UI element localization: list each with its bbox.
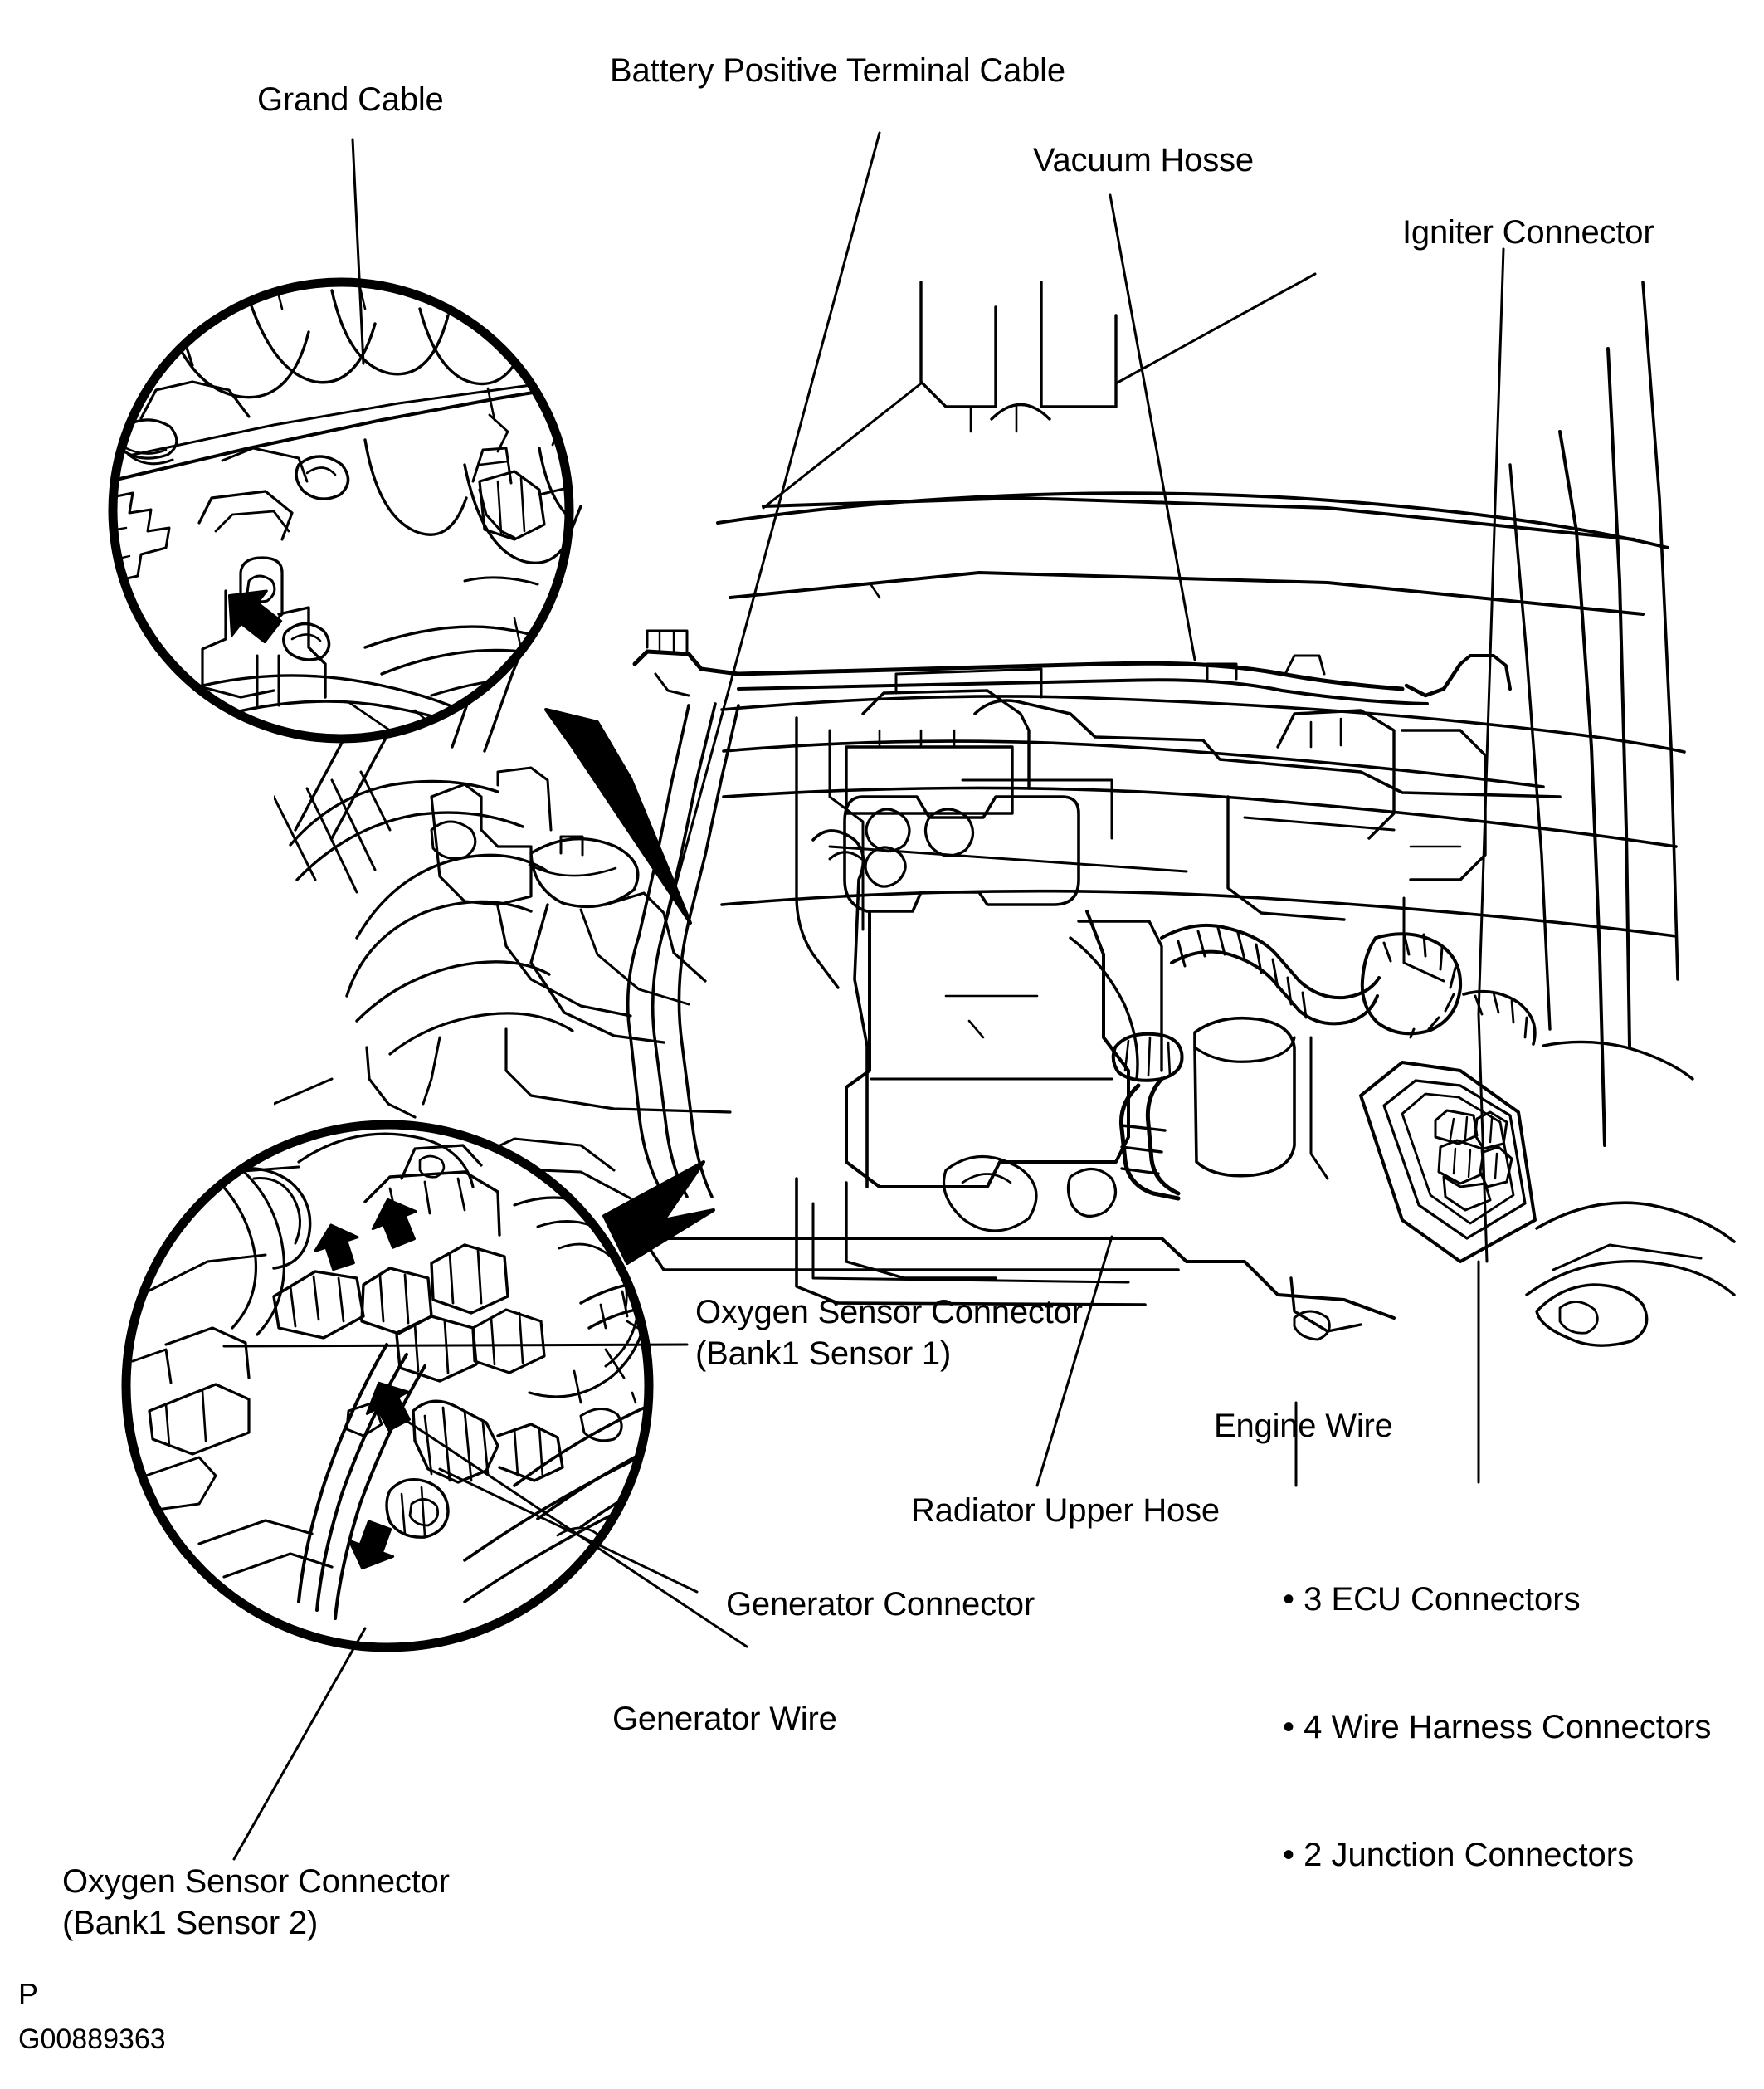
connector-list-item-3: • 2 Junction Connectors	[1283, 1836, 1635, 1873]
label-oxygen-sensor-bank1-sensor1-line2: (Bank1 Sensor 1)	[695, 1335, 952, 1372]
label-engine-wire: Engine Wire	[1214, 1408, 1393, 1444]
connector-count-list	[1283, 1494, 1711, 1961]
leader-radiator-upper-hose	[1037, 1237, 1112, 1486]
label-vacuum-hosse: Vacuum Hosse	[1033, 142, 1254, 178]
leader-vacuum-hosse	[1110, 195, 1195, 660]
label-igniter-connector: Igniter Connector	[1402, 214, 1654, 251]
label-generator-wire: Generator Wire	[612, 1701, 837, 1737]
callout-pointer-top	[546, 710, 690, 923]
connector-list-item-2: • 4 Wire Harness Connectors	[1283, 1708, 1712, 1745]
label-oxygen-sensor-bank1-sensor2-line1: Oxygen Sensor Connector	[62, 1863, 450, 1900]
label-oxygen-sensor-bank1-sensor2-line2: (Bank1 Sensor 2)	[62, 1905, 319, 1941]
label-grand-cable: Grand Cable	[257, 81, 444, 118]
footer-code-letter: P	[18, 1977, 39, 2011]
connector-list-item-1: • 3 ECU Connectors	[1283, 1581, 1581, 1618]
label-radiator-upper-hose: Radiator Upper Hose	[911, 1492, 1220, 1529]
leader-oxygen-sensor-b1s2	[234, 1628, 365, 1859]
label-battery-positive-terminal-cable: Battery Positive Terminal Cable	[610, 52, 1065, 89]
footer-figure-id: G00889363	[18, 2023, 166, 2055]
callout-pointer-bottom	[604, 1162, 714, 1263]
leader-oxygen-sensor-b1s1	[224, 1345, 687, 1346]
label-oxygen-sensor-bank1-sensor1-line1: Oxygen Sensor Connector	[695, 1294, 1083, 1330]
label-generator-connector: Generator Connector	[726, 1586, 1035, 1623]
